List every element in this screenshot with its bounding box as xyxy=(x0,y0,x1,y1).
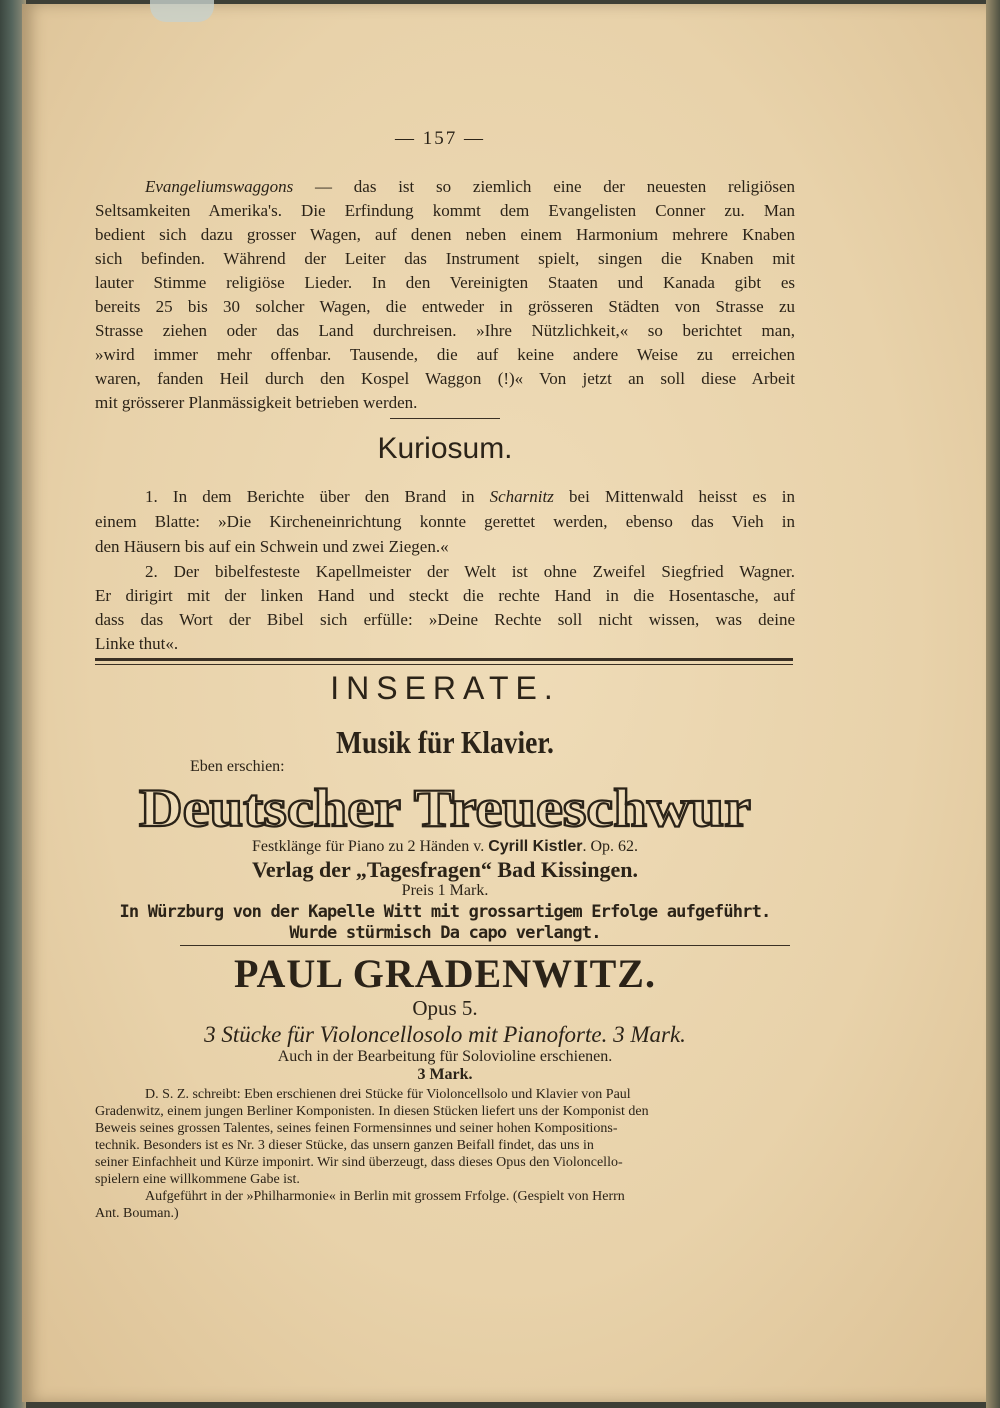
page-edge xyxy=(986,0,1000,1408)
section-rule xyxy=(95,658,793,661)
ad1-subtitle: Eben erschien: xyxy=(190,758,285,775)
ad2-alt-price: 3 Mark. xyxy=(417,1066,473,1083)
inserate-heading: INSERATE. xyxy=(330,670,560,706)
kuriosum-item-2-line: 2. Der bibelfesteste Kapellmeister der Welt ist ohne Zweifel Siegfried Wagner. xyxy=(145,562,795,581)
ad1-publisher: Verlag der „Tagesfragen“ Bad Kissingen. xyxy=(251,857,639,882)
ad1-description: Festklänge für Piano zu 2 Händen v. Cyrill Kistler. Op. 62. xyxy=(251,838,639,855)
ad1-performance-note: In Würzburg von der Kapelle Witt mit grossartigem Erfolge aufgeführt. xyxy=(119,902,771,922)
section-rule xyxy=(95,664,793,665)
article-line: Strasse ziehen oder das Land durchreisen. »Ihre Nützlichkeit,« so berichtet man, xyxy=(95,321,795,340)
kuriosum-item-2-line: dass das Wort der Bibel sich erfülle: »Deine Rechte soll nicht wissen, was deine xyxy=(95,610,795,629)
ad2-composer: PAUL GRADENWITZ. xyxy=(234,951,656,996)
divider xyxy=(390,418,500,419)
kuriosum-item-2-line: Er dirigirt mit der linken Hand und steckt die rechte Hand in die Hosentasche, auf xyxy=(95,586,795,605)
kuriosum-item-1-line: 1. In dem Berichte über den Brand in Scharnitz bei Mittenwald heisst es in xyxy=(145,487,795,506)
article-line: Evangeliumswaggons — das ist so ziemlich eine der neuesten religiösen xyxy=(145,177,795,196)
ad2-opus: Opus 5. xyxy=(412,996,478,1020)
article-line: sich befinden. Während der Leiter das Instrument spielt, singen die Knaben mit xyxy=(95,249,795,268)
review-line: seiner Einfachheit und Kürze imponirt. Wir sind überzeugt, dass dieses Opus den Violoncello- xyxy=(95,1155,623,1170)
paper-tab xyxy=(150,0,214,22)
article-line: bereits 25 bis 30 solcher Wagen, die entweder in grösseren Städten von Strasse zu xyxy=(95,297,795,316)
article-line: waren, fanden Heil durch den Kospel Waggon (!)« Von jetzt an soll diese Arbeit xyxy=(95,369,795,388)
ad1-title: Musik für Klavier. xyxy=(336,724,554,760)
performed-line: Aufgeführt in der »Philharmonie« in Berlin mit grossem Frfolge. (Gespielt von Herrn xyxy=(145,1189,625,1204)
ad2-title: 3 Stücke für Violoncellosolo mit Pianoforte. 3 Mark. xyxy=(204,1022,686,1047)
ad1-encore-note: Wurde stürmisch Da capo verlangt. xyxy=(289,923,601,943)
kuriosum-item-1-line: den Häusern bis auf ein Schwein und zwei Ziegen.« xyxy=(95,537,449,556)
article-line: Seltsamkeiten Amerika's. Die Erfindung kommt dem Evangelisten Conner zu. Man xyxy=(95,201,795,220)
article-lead: Evangeliumswaggons xyxy=(145,177,294,196)
ad2-alt-edition: Auch in der Bearbeitung für Solovioline erschienen. xyxy=(277,1048,613,1065)
ad1-price: Preis 1 Mark. xyxy=(401,882,489,899)
performed-line: Ant. Bouman.) xyxy=(95,1206,179,1221)
page-number: — 157 — xyxy=(395,128,485,149)
article-line: »wird immer mehr offenbar. Tausende, die auf keine andere Weise zu erreichen xyxy=(95,345,795,364)
review-line: technik. Besonders ist es Nr. 3 dieser Stücke, das unsern ganzen Beifall findet, das uns in xyxy=(95,1138,594,1153)
review-line: Gradenwitz, einem jungen Berliner Komponisten. In diesen Stücken liefert uns der Komponist den xyxy=(95,1104,649,1119)
review-line: D. S. Z. schreibt: Eben erschienen drei Stücke für Violoncellsolo und Klavier von Paul xyxy=(145,1087,631,1102)
review-line: Beweis seines grossen Talentes, seines feinen Formensinnes und seiner hohen Kompositions- xyxy=(95,1121,618,1136)
article-line: lauter Stimme religiöse Lieder. In den Vereinigten Staaten und Kanada gibt es xyxy=(95,273,795,292)
kuriosum-item-2-line: Linke thut«. xyxy=(95,634,179,653)
article-line: mit grösserer Planmässigkeit betrieben werden. xyxy=(95,393,418,412)
article-line: bedient sich dazu grosser Wagen, auf denen neben einem Harmonium mehrere Knaben xyxy=(95,225,795,244)
ad1-work-title xyxy=(130,772,760,840)
ad-divider xyxy=(180,945,790,946)
kuriosum-item-1-line: einem Blatte: »Die Kircheneinrichtung konnte gerettet werden, ebenso das Vieh in xyxy=(95,512,795,531)
review-line: spielern eine willkommene Gabe ist. xyxy=(95,1172,300,1187)
svg-text:Deutscher Treueschwur: Deutscher Treueschwur xyxy=(139,778,751,838)
kuriosum-heading: Kuriosum. xyxy=(377,432,513,465)
